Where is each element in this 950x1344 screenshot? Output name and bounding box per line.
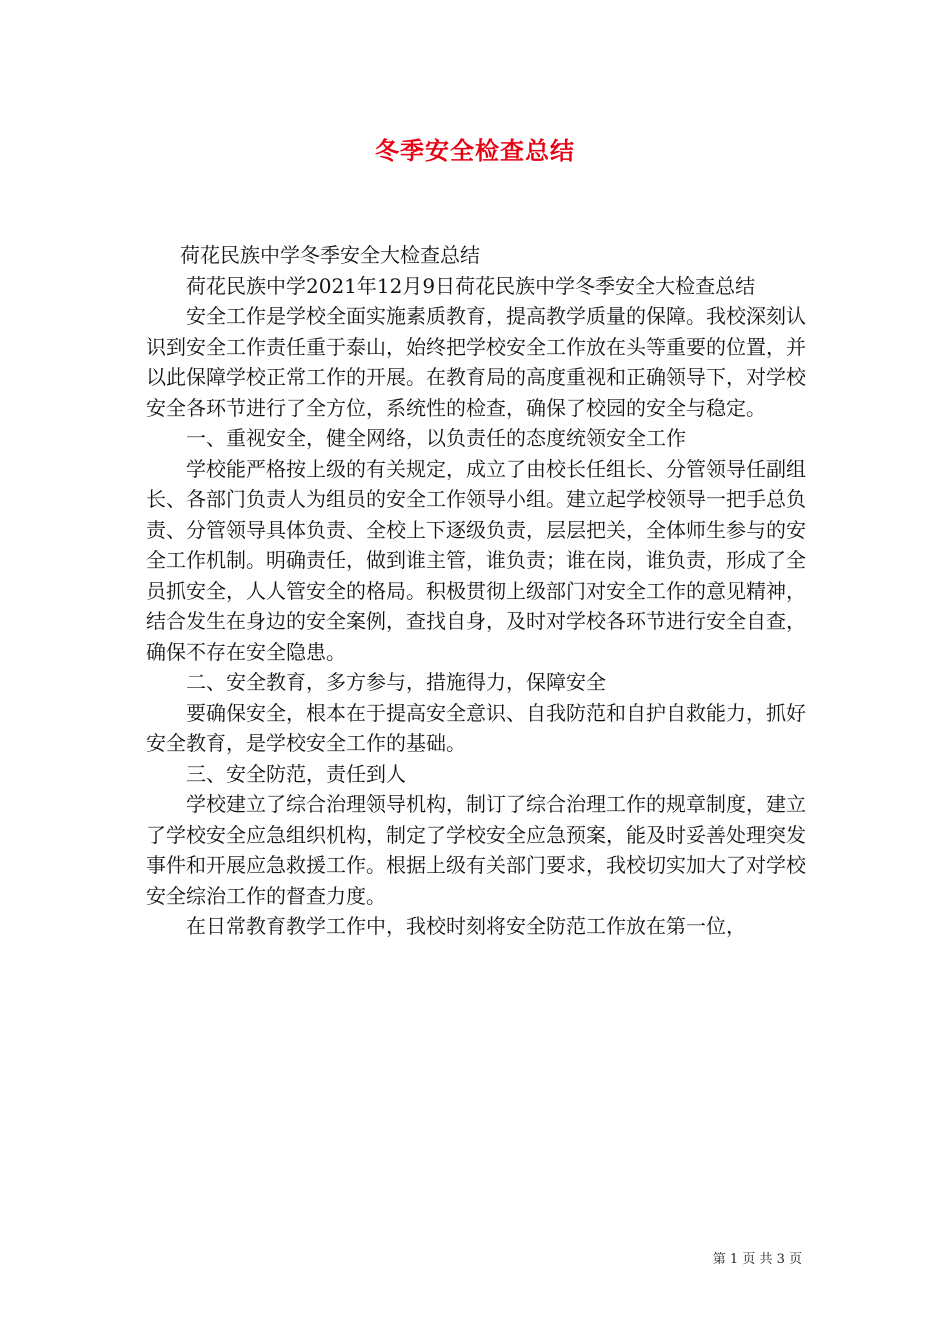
page-indicator: 第 1 页 共 3 页 [712,1252,802,1267]
paragraph-intro: 安全工作是学校全面实施素质教育，提高教学质量的保障。我校深刻认识到安全工作责任重于泰山，始终把学校安全工作放在头等重要的位置，并以此保障学校正常工作的开展。在教育局的高度重视和正确领导下，对学校安全各环节进行了全方位，系统性的检查，确保了校园的安全与稳定。 [146,304,806,420]
paragraph-section-1: 学校能严格按上级的有关规定，成立了由校长任组长、分管领导任副组长、各部门负责人为组员的安全工作领导小组。建立起学校领导一把手总负责、分管领导具体负责、全校上下逐级负责，层层把关，全体师生参与的安全工作机制。明确责任，做到谁主管，谁负责；谁在岗，谁负责，形成了全员抓安全，人人管安全的格局。积极贯彻上级部门对安全工作的意见精神，结合发生在身边的安全案例，查找自身，及时对学校各环节进行安全自查，确保不存在安全隐患。 [146,456,806,664]
paragraph-daily-work: 在日常教育教学工作中，我校时刻将安全防范工作放在第一位， [186,914,746,938]
document-title: 冬季安全检查总结 [375,136,575,165]
paragraph-date-line: 荷花民族中学2021年12月9日荷花民族中学冬季安全大检查总结 [186,273,756,298]
paragraph-subtitle: 荷花民族中学冬季安全大检查总结 [180,243,480,267]
section-heading-3: 三、安全防范，责任到人 [186,761,406,786]
section-heading-2: 二、安全教育，多方参与，措施得力，保障安全 [186,670,606,694]
paragraph-section-2: 要确保安全，根本在于提高安全意识、自我防范和自护自救能力，抓好安全教育，是学校安全工作的基础。 [146,700,806,755]
section-heading-1: 一、重视安全，健全网络，以负责任的态度统领安全工作 [186,426,686,450]
document-body [146,240,806,942]
paragraph-section-3: 学校建立了综合治理领导机构，制订了综合治理工作的规章制度，建立了学校安全应急组织机构，制定了学校安全应急预案，能及时妥善处理突发事件和开展应急救援工作。根据上级有关部门要求，我校切实加大了对学校安全综治工作的督查力度。 [146,792,806,908]
